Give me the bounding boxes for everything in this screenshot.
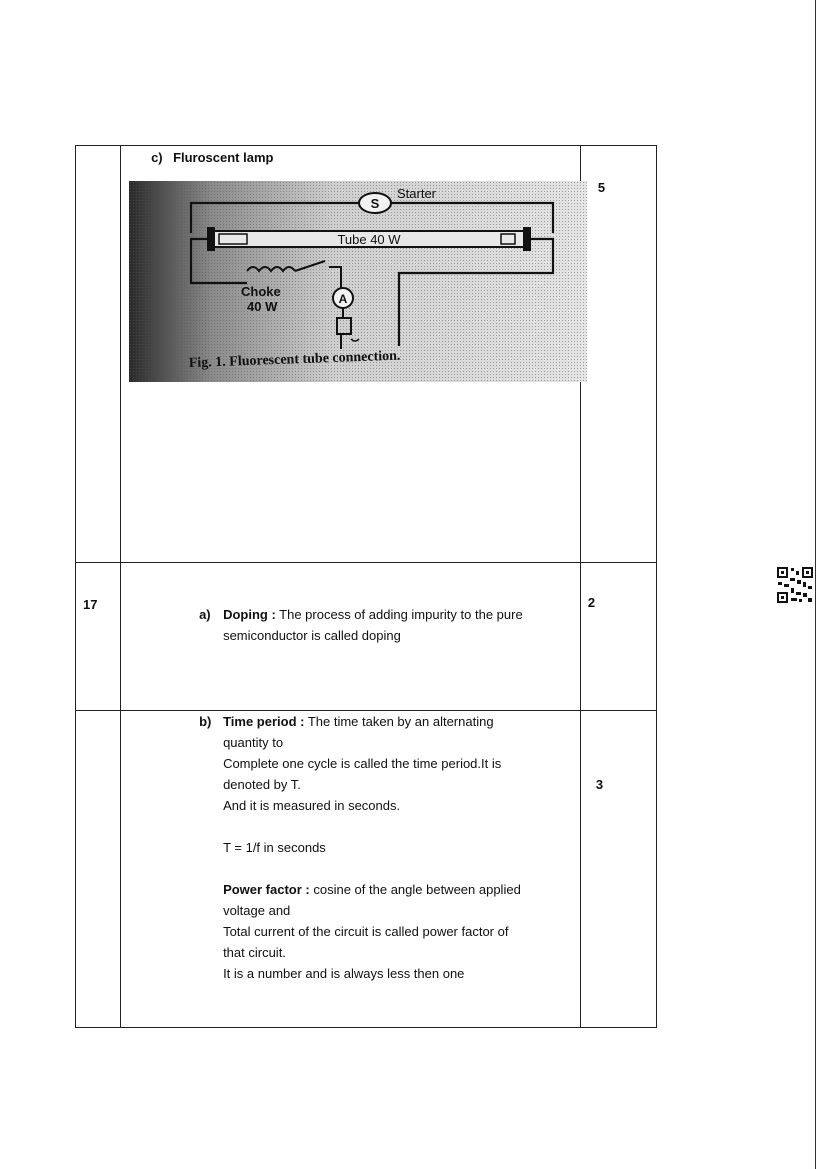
answer-time-period: [121, 711, 580, 984]
definition-line: semiconductor is called doping: [223, 628, 401, 643]
definition-line: that circuit.: [223, 945, 286, 960]
page-edge-line: [815, 0, 816, 1169]
table-row-fluorescent-lamp: [76, 146, 657, 563]
answer-cell: [121, 563, 581, 711]
starter-label: Starter: [397, 186, 437, 201]
figure-caption: Fig. 1. Fluorescent tube connection.: [188, 348, 401, 371]
marks-value: 2: [587, 595, 596, 610]
answer-cell: [121, 146, 581, 563]
subpart-heading: [151, 150, 580, 165]
starter-symbol: S: [370, 196, 380, 211]
definition-line: denoted by T.: [223, 777, 301, 792]
answer-doping: [121, 604, 580, 646]
subpart-title: Fluroscent lamp: [173, 150, 274, 165]
definition-line: Complete one cycle is called the time period.It is: [223, 756, 502, 771]
answer-cell: [121, 711, 581, 1028]
subpart-label: a): [199, 607, 211, 622]
definition-line: quantity to: [223, 735, 284, 750]
marks-cell: [580, 711, 656, 1028]
subpart-label: b): [199, 714, 212, 729]
definition-line: It is a number and is always less then one: [223, 966, 465, 981]
answer-table: [75, 145, 657, 1028]
marks-value: 3: [595, 777, 604, 792]
marks-value: 5: [597, 180, 606, 195]
table-row-doping: [76, 563, 657, 711]
formula: T = 1/f in seconds: [223, 840, 326, 855]
choke-rating-label: 40 W: [247, 299, 278, 314]
definition-line: And it is measured in seconds.: [223, 798, 401, 813]
definition-line: The process of adding impurity to the pure: [275, 607, 523, 622]
term-time-period: Time period :: [223, 714, 305, 729]
choke-label: Choke: [241, 284, 281, 299]
question-number-cell: [76, 711, 121, 1028]
marks-cell: [580, 563, 656, 711]
definition-line: The time taken by an alternating: [304, 714, 494, 729]
definition-line: voltage and: [223, 903, 291, 918]
question-number: 17: [76, 563, 121, 711]
qr-code-icon: [776, 566, 814, 604]
definition-line: Total current of the circuit is called power factor of: [223, 924, 509, 939]
tube-label: Tube 40 W: [337, 232, 401, 247]
term-doping: Doping :: [223, 607, 276, 622]
question-number-cell: [76, 146, 121, 563]
subpart-label: c): [151, 150, 163, 165]
ammeter-symbol: A: [338, 292, 348, 306]
definition-line: cosine of the angle between applied: [309, 882, 521, 897]
table-row-time-period: [76, 711, 657, 1028]
marks-cell: [580, 146, 656, 563]
fluorescent-lamp-circuit-figure: [129, 181, 587, 382]
term-power-factor: Power factor :: [223, 882, 310, 897]
